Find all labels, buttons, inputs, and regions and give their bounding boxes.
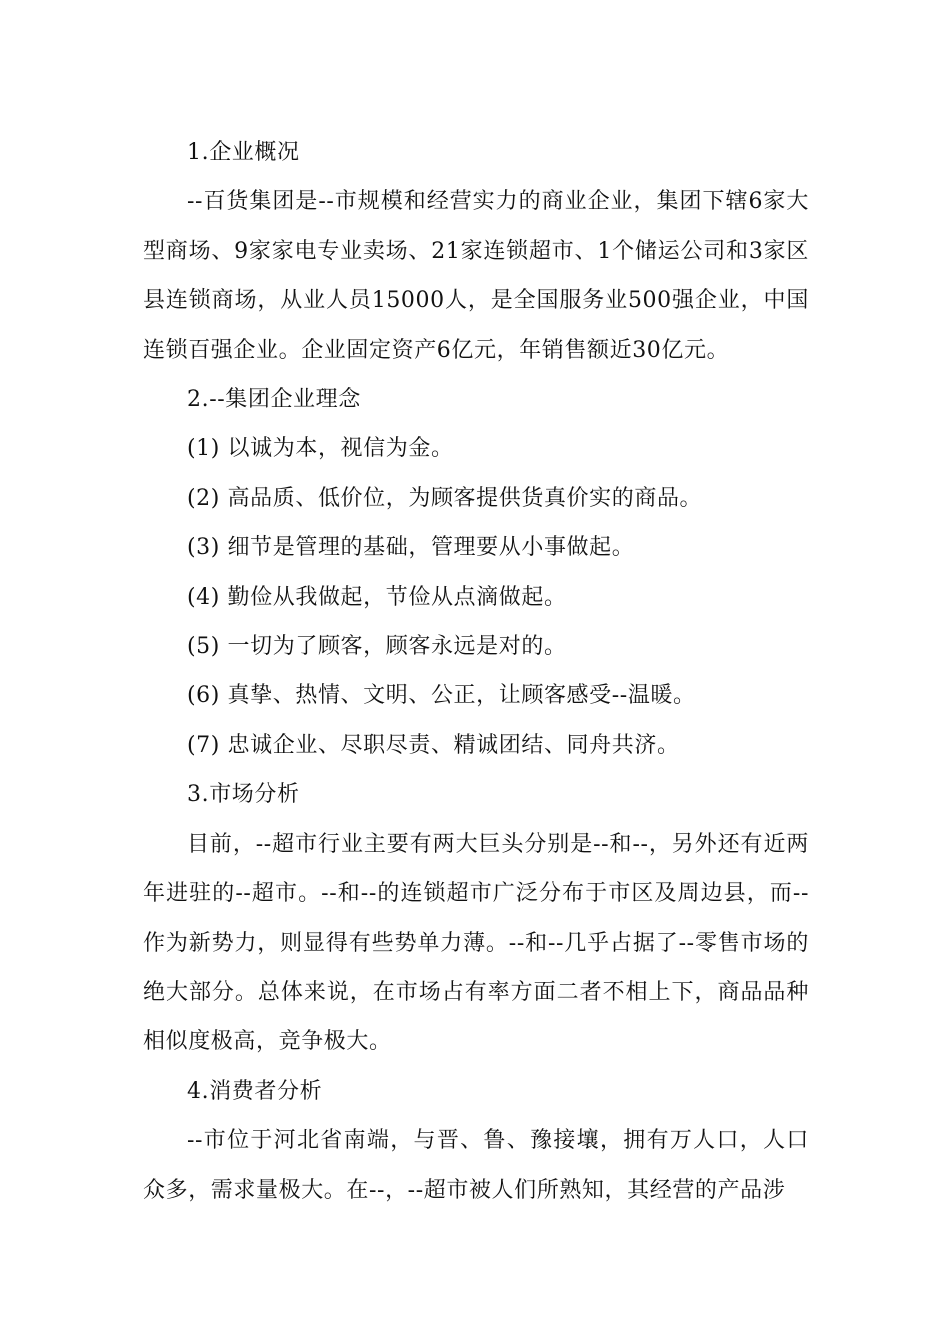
philosophy-item-2: (2) 高品质、低价位，为顾客提供货真价实的商品。 [187,485,703,511]
paragraph-market-analysis: 目前，--超市行业主要有两大巨头分别是--和--，另外还有近两年进驻的--超市。--和--的连锁超市广泛分布于市区及周边县，而--作为新势力，则显得有些势单力薄。--和--几乎占据了--零售市场的绝大部分。总体来说，在市场占有率方面二者不相上下，商品品种相似度极高，竞争极大。 [143,831,809,1055]
philosophy-item-7: (7) 忠诚企业、尽职尽责、精诚团结、同舟共济。 [187,732,680,758]
section-heading-corporate-philosophy: 2.--集团企业理念 [187,387,361,413]
section-heading-consumer-analysis: 4.消费者分析 [187,1078,323,1104]
paragraph-company-overview: --百货集团是--市规模和经营实力的商业企业，集团下辖6家大型商场、9家家电专业卖场、21家连锁超市、1个储运公司和3家区县连锁商场，从业人员15000人，是全国服务业500强企业，中国连锁百强企业。企业固定资产6亿元，年销售额近30亿元。 [143,189,809,363]
document-body [143,128,809,1215]
paragraph-consumer-analysis: --市位于河北省南端，与晋、鲁、豫接壤，拥有万人口，人口众多，需求量极大。在--，--超市被人们所熟知，其经营的产品涉 [143,1128,809,1203]
philosophy-item-6: (6) 真挚、热情、文明、公正，让顾客感受--温暖。 [187,683,696,709]
philosophy-item-3: (3) 细节是管理的基础，管理要从小事做起。 [187,535,635,561]
philosophy-item-1: (1) 以诚为本，视信为金。 [187,436,454,462]
section-heading-company-overview: 1.企业概况 [187,140,300,165]
philosophy-item-4: (4) 勤俭从我做起，节俭从点滴做起。 [187,584,567,610]
philosophy-item-5: (5) 一切为了顾客，顾客永远是对的。 [187,634,567,660]
section-heading-market-analysis: 3.市场分析 [187,782,300,808]
